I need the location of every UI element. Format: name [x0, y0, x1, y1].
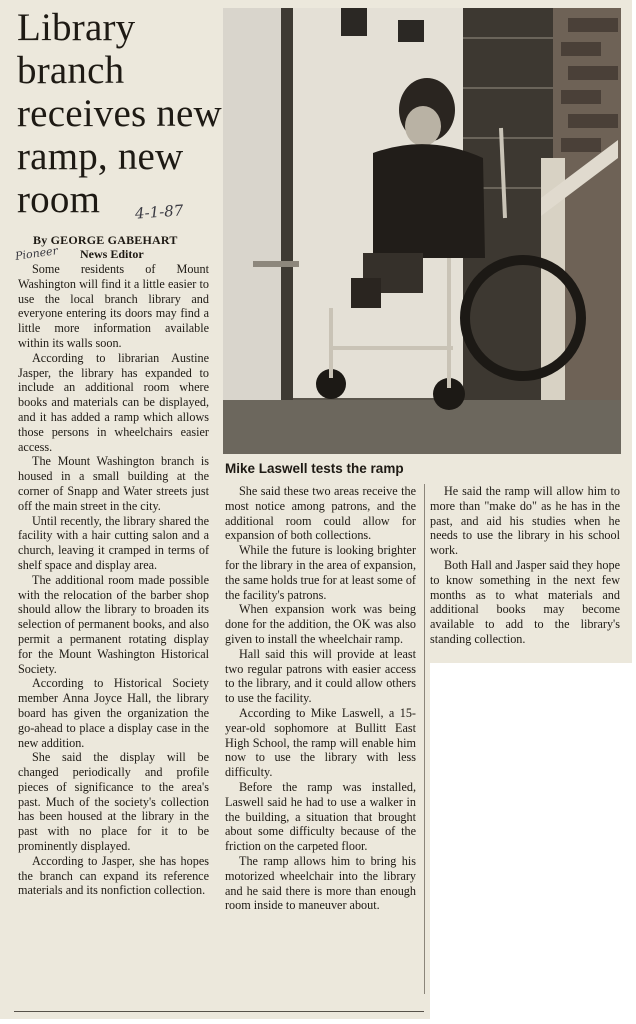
paragraph: According to librarian Austine Jasper, the library has expanded to include an additional room where books and materials can be displayed, and it has added a ramp which allows those persons in wheelchairs easier access. [18, 350, 209, 454]
byline: By GEORGE GABEHART [33, 233, 178, 247]
blank-area [430, 663, 636, 1024]
paragraph: She said these two areas receive the most notice among patrons, and the additional room could allow for expansion of both collections. [225, 484, 416, 543]
paragraph: Before the ramp was installed, Laswell said he had to use a walker in the building, a situation that brought about some difficulty because of the friction on the carpeted floor. [225, 779, 416, 854]
article-column-2 [225, 484, 416, 913]
headline: Library branch receives new ramp, new room [17, 6, 222, 221]
paragraph: While the future is looking brighter for the library in the area of expansion, the same holds true for at least some of the facility's patrons. [225, 543, 416, 602]
paragraph: He said the ramp will allow him to more than "make do" as he has in the past, and aid his studies when he needs to use the library in his school work. [430, 484, 620, 558]
paragraph: Both Hall and Jasper said they hope to know something in the next few months as to what materials and additional books may become available to add to the library's standing collection. [430, 557, 620, 646]
paragraph: Hall said this will provide at least two regular patrons with easier access to the library, and it could allow others to use the facility. [225, 646, 416, 706]
paragraph: Some residents of Mount Washington will find it a little easier to use the local branch library and everyone entering its doors may find a little more information available within its walls soon. [18, 262, 209, 350]
paragraph: The ramp allows him to bring his motorized wheelchair into the library and he said there is more than enough room inside to maneuver about. [225, 853, 416, 913]
photo-wheelchair-ramp [223, 8, 621, 454]
byline-title: News Editor [80, 247, 144, 261]
handwritten-date: 4-1-87 [134, 201, 184, 223]
paragraph: According to Jasper, she has hopes the branch can expand its reference materials and its nonfiction collection. [18, 853, 209, 898]
article-column-3 [430, 484, 620, 647]
photo-illustration [223, 8, 621, 454]
handwritten-source: Pioneer [14, 244, 59, 263]
paragraph: The additional room made possible with the relocation of the barber shop should allow the library to broaden its selection of permanent books, and also permit a permanent rotating display for the Mount Washington Historical Society. [18, 572, 209, 676]
paragraph: Until recently, the library shared the facility with a hair cutting salon and a church, leaving it cramped in terms of shelf space and display area. [18, 513, 209, 572]
paragraph: She said the display will be changed periodically and profile pieces of significance to the area's past. Much of the society's collection has been housed at the library in the past with no place for it to be prominently displayed. [18, 750, 209, 854]
paragraph: When expansion work was being done for the addition, the OK was also given to install the wheelchair ramp. [225, 602, 416, 646]
paragraph: According to Historical Society member Anna Joyce Hall, the library board has given the organization the go-ahead to place a display case in the new addition. [18, 676, 209, 750]
article-column-1 [18, 262, 209, 898]
bottom-rule [14, 1011, 424, 1012]
paragraph: According to Mike Laswell, a 15-year-old sophomore at Bullitt East High School, the ramp will enable him now to use the library with less difficulty. [225, 705, 416, 780]
paragraph: The Mount Washington branch is housed in a small building at the corner of Snapp and Water streets just off the main street in the city. [18, 454, 209, 513]
photo-caption: Mike Laswell tests the ramp [225, 461, 404, 476]
column-divider [424, 484, 425, 994]
